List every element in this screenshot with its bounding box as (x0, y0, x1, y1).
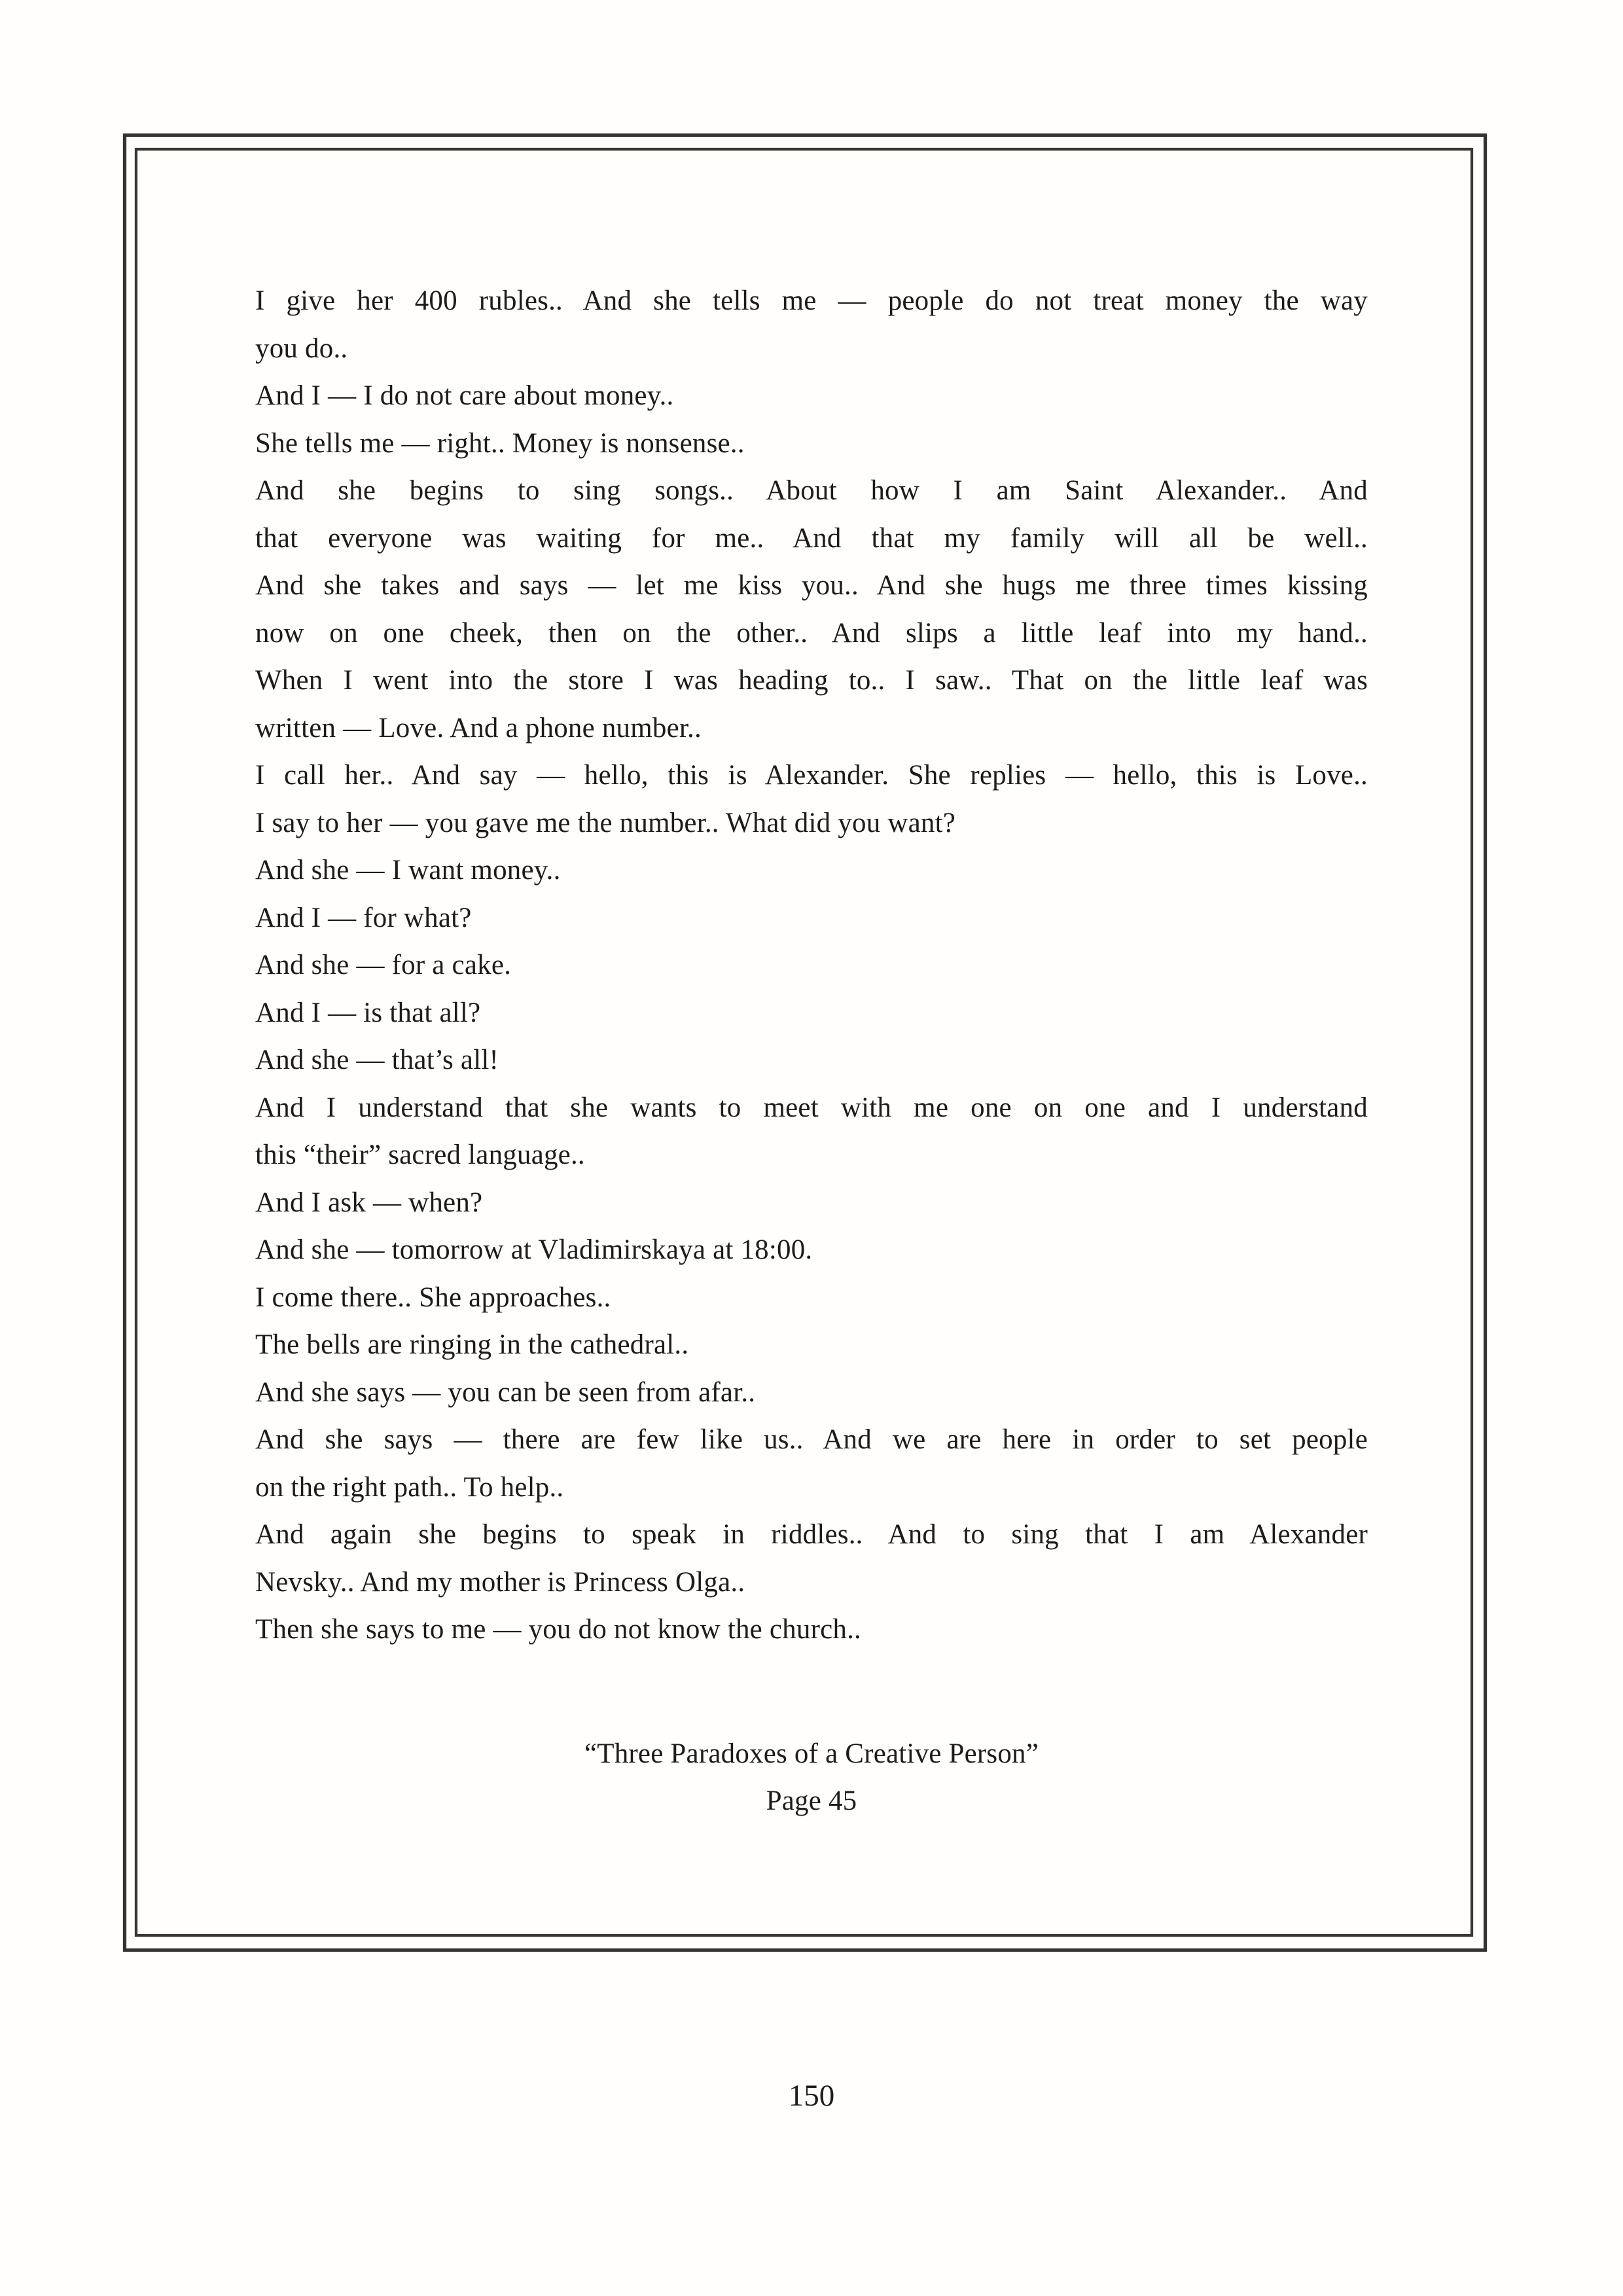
text-line: And I — is that all? (255, 997, 481, 1028)
text-line: She tells me — right.. Money is nonsense.. (255, 427, 745, 459)
story-title-citation: “Three Paradoxes of a Creative Person” (584, 1738, 1039, 1769)
story-page-reference: Page 45 (766, 1785, 857, 1816)
text-line: now on one cheek, then on the other.. And slips a little leaf into my hand.. (255, 617, 1368, 649)
text-line: I say to her — you gave me the number.. What did you want? (255, 807, 956, 838)
story-text-block (255, 278, 1368, 1825)
text-line: Nevsky.. And my mother is Princess Olga.. (255, 1566, 745, 1598)
text-line: And again she begins to speak in riddles.. And to sing that I am Alexander (255, 1519, 1368, 1550)
text-line: And she — I want money.. (255, 855, 561, 886)
text-line: And I — I do not care about money.. (255, 380, 674, 411)
text-line: Then she says to me — you do not know the church.. (255, 1614, 861, 1645)
story-lines (255, 278, 1368, 1654)
text-line: And I understand that she wants to meet with me one on one and I understand (255, 1092, 1368, 1123)
text-line: And she says — you can be seen from afar.. (255, 1376, 756, 1408)
text-line: that everyone was waiting for me.. And that my family will all be well.. (255, 522, 1368, 554)
text-line: And she — tomorrow at Vladimirskaya at 18:00. (255, 1234, 813, 1265)
text-line: I call her.. And say — hello, this is Alexander. She replies — hello, this is Love.. (255, 760, 1368, 791)
text-line: And she — for a cake. (255, 950, 512, 980)
text-line: on the right path.. To help.. (255, 1471, 564, 1503)
page-number: 150 (788, 2079, 835, 2113)
text-line: And she says — there are few like us.. And we are here in order to set people (255, 1424, 1368, 1455)
text-line: And she — that’s all! (255, 1045, 499, 1075)
text-line: I give her 400 rubles.. And she tells me — people do not treat money the way (255, 285, 1368, 316)
text-line: written — Love. And a phone number.. (255, 712, 702, 744)
text-line: When I went into the store I was heading to.. I saw.. That on the little leaf was (255, 665, 1368, 696)
text-line: And I ask — when? (255, 1187, 483, 1218)
text-line: The bells are ringing in the cathedral.. (255, 1329, 689, 1360)
text-line: this “their” sacred language.. (255, 1139, 585, 1170)
text-line: you do.. (255, 332, 348, 364)
text-line: And she takes and says — let me kiss you.. And she hugs me three times kissing (255, 570, 1368, 601)
text-line: And I — for what? (255, 902, 472, 933)
text-line: And she begins to sing songs.. About how I am Saint Alexander.. And (255, 475, 1368, 506)
text-line: I come there.. She approaches.. (255, 1282, 611, 1313)
